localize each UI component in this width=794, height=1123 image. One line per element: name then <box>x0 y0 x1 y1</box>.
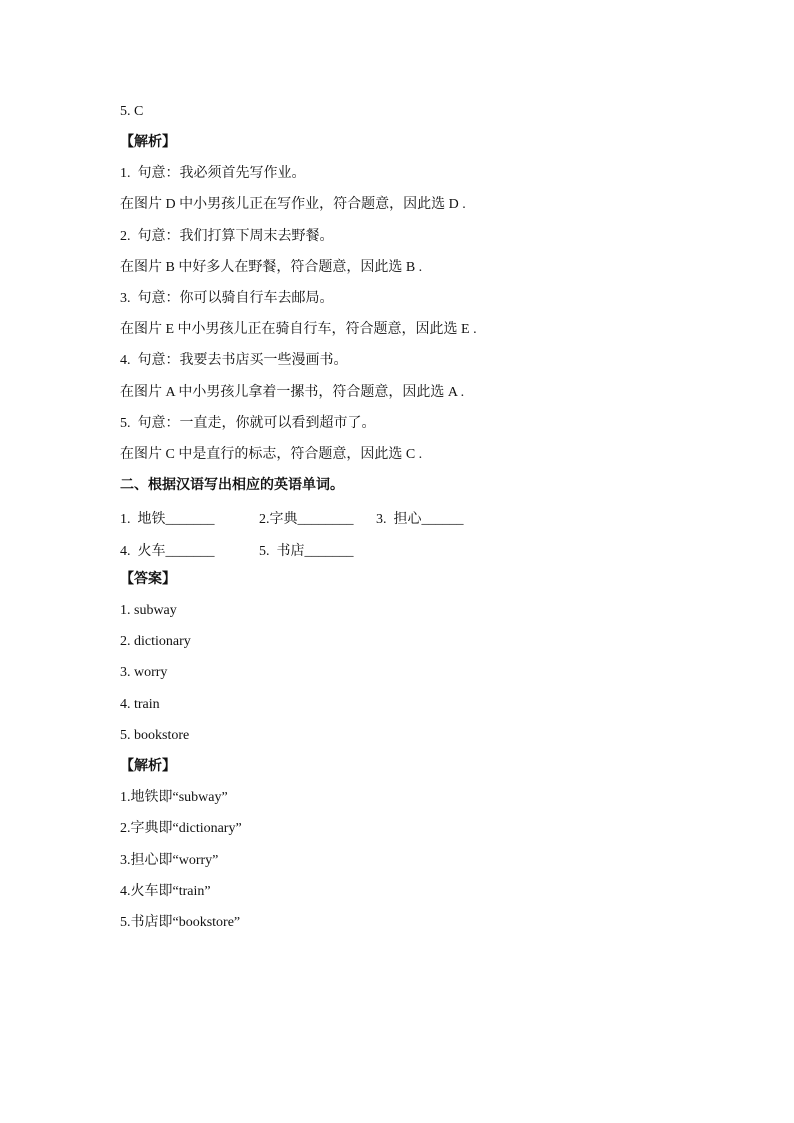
analysis-line: 在图片 D 中小男孩儿正在写作业，符合题意，因此选 D . <box>120 197 466 212</box>
analysis-item: 4.火车即“train” <box>120 884 211 899</box>
answer-line: 5. C <box>120 104 144 119</box>
analysis-line: 在图片 A 中小男孩儿拿着一摞书，符合题意，因此选 A . <box>120 385 465 400</box>
section-title: 二、根据汉语写出相应的英语单词。 <box>120 478 344 493</box>
analysis-header: 【解析】 <box>120 759 176 774</box>
analysis-line: 3. 句意：你可以骑自行车去邮局。 <box>120 291 334 306</box>
answer-item: 5. bookstore <box>120 728 190 743</box>
answer-item: 3. worry <box>120 665 168 680</box>
question-item: 3. 担心______ <box>376 512 464 527</box>
question-item: 5. 书店_______ <box>259 544 354 559</box>
analysis-line: 在图片 E 中小男孩儿正在骑自行车，符合题意，因此选 E . <box>120 322 477 337</box>
analysis-item: 3.担心即“worry” <box>120 853 219 868</box>
analysis-line: 4. 句意：我要去书店买一些漫画书。 <box>120 353 348 368</box>
answer-item: 4. train <box>120 697 160 712</box>
answer-header: 【答案】 <box>120 572 176 587</box>
analysis-line: 在图片 C 中是直行的标志，符合题意，因此选 C . <box>120 447 423 462</box>
analysis-line: 2. 句意：我们打算下周末去野餐。 <box>120 229 334 244</box>
analysis-line: 5. 句意：一直走，你就可以看到超市了。 <box>120 416 376 431</box>
question-item: 4. 火车_______ <box>120 544 215 559</box>
question-item: 1. 地铁_______ <box>120 512 215 527</box>
analysis-line: 1. 句意：我必须首先写作业。 <box>120 166 306 181</box>
question-item: 2.字典________ <box>259 512 354 527</box>
analysis-line: 在图片 B 中好多人在野餐，符合题意，因此选 B . <box>120 260 423 275</box>
answer-item: 2. dictionary <box>120 634 191 649</box>
analysis-item: 2.字典即“dictionary” <box>120 821 242 836</box>
analysis-item: 5.书店即“bookstore” <box>120 915 241 930</box>
analysis-item: 1.地铁即“subway” <box>120 790 228 805</box>
analysis-header: 【解析】 <box>120 135 176 150</box>
answer-item: 1. subway <box>120 603 177 618</box>
